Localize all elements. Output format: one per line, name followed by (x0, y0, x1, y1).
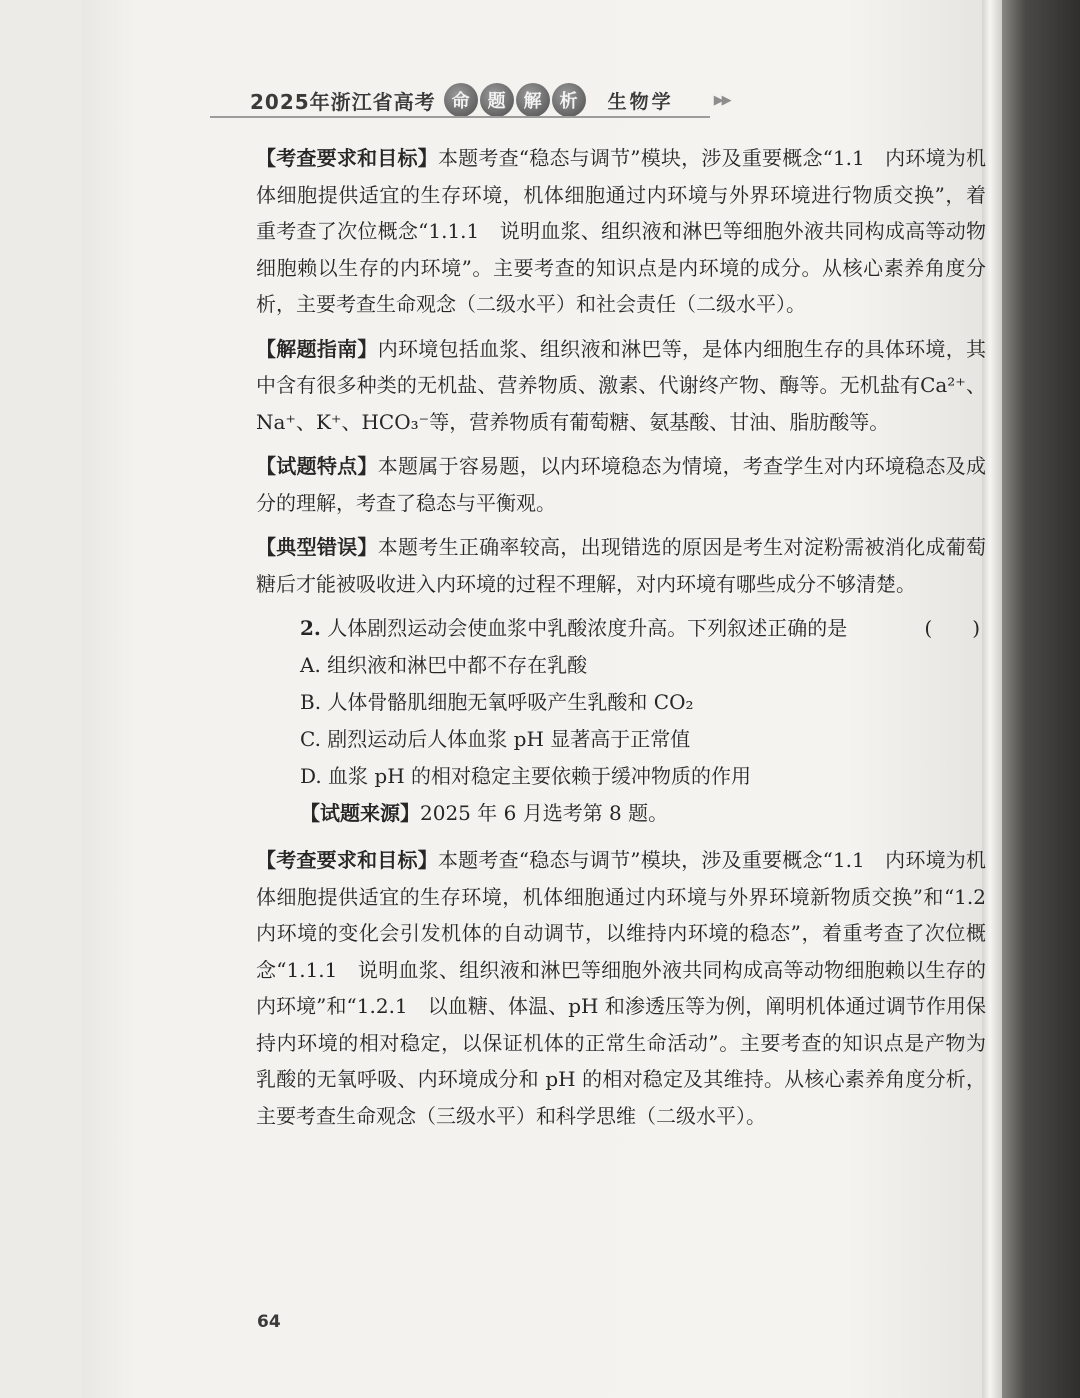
header-rule (210, 116, 710, 118)
header-badge: 命 (444, 83, 478, 117)
section-tag: 【试题特点】 (256, 454, 378, 478)
book-binding-shadow (1002, 0, 1080, 1398)
section-text: 本题考生正确率较高，出现错选的原因是考生对淀粉需被消化成葡萄糖后才能被吸收进入内环境的过程不理解，对内环境有哪些成分不够清楚。 (256, 535, 987, 596)
header-badge: 解 (516, 83, 550, 117)
section-text: 本题考查“稳态与调节”模块，涉及重要概念“1.1 内环境为机体细胞提供适宜的生存环境，机体细胞通过内环境与外界环境新物质交换”和“1.2 内环境的变化会引发机体的自动调节，以维持内环境的稳态”，着重考查了次位概念“1.1.1 说明血浆、组织液和淋巴等细胞外液共同构成高等动物细胞赖以生存的内环境”和“1.2.1 以血糖、体温、pH 和渗透压等为例，阐明机体通过调节作用保持内环境的相对稳定，以保证机体的正常生命活动”。主要考查的知识点是产物为乳酸的无氧呼吸、内环境成分和 pH 的相对稳定及其维持。从核心素养角度分析，主要考查生命观念（三级水平）和科学思维（二级水平）。 (256, 848, 1006, 1128)
header-subject: 生物学 (607, 90, 674, 113)
section-text: 本题属于容易题，以内环境稳态为情境，考查学生对内环境稳态及成分的理解，考查了稳态与平衡观。 (256, 454, 987, 515)
header-title: 2025年浙江省高考 (250, 89, 436, 114)
option-b: B. 人体骨骼肌细胞无氧呼吸产生乳酸和 CO₂ (300, 690, 694, 714)
page-content (256, 140, 1006, 1142)
option-d: D. 血浆 pH 的相对稳定主要依赖于缓冲物质的作用 (300, 764, 751, 788)
answer-bracket: ( ) (924, 616, 980, 640)
section-text: 本题考查“稳态与调节”模块，涉及重要概念“1.1 内环境为机体细胞提供适宜的生存环境，机体细胞通过内环境与外界环境进行物质交换”，着重考查了次位概念“1.1.1 说明血浆、组织液和淋巴等细胞外液共同构成高等动物细胞赖以生存的内环境”。主要考查的知识点是内环境的成分。从核心素养角度分析，主要考查生命观念（二级水平）和社会责任（二级水平）。 (256, 146, 987, 316)
section-tag: 【考查要求和目标】 (256, 146, 438, 170)
option-c: C. 剧烈运动后人体血浆 pH 显著高于正常值 (300, 727, 691, 751)
section-question-features (256, 448, 986, 521)
page-number: 64 (257, 1312, 281, 1332)
section-exam-requirements (256, 140, 986, 323)
section-typical-errors (256, 529, 986, 602)
header-badge: 析 (552, 83, 586, 117)
section-text: 2025 年 6 月选考第 8 题。 (420, 801, 669, 825)
question-text: 人体剧烈运动会使血浆中乳酸浓度升高。下列叙述正确的是 (327, 616, 848, 640)
running-header (250, 80, 730, 120)
section-question-source (256, 795, 986, 832)
section-tag: 【考查要求和目标】 (256, 848, 438, 872)
section-exam-requirements-2 (256, 842, 1006, 1134)
section-tag: 【解题指南】 (256, 336, 378, 361)
header-badge: 题 (480, 83, 514, 117)
header-badges (444, 83, 588, 117)
option-a: A. 组织液和淋巴中都不存在乳酸 (300, 653, 588, 677)
section-tag: 【试题来源】 (300, 801, 420, 825)
section-tag: 【典型错误】 (256, 535, 378, 559)
question-number: 2. (300, 616, 321, 640)
header-arrow-icon: ▶▶ (713, 92, 730, 108)
section-text: 内环境包括血浆、组织液和淋巴等，是体内细胞生存的具体环境，其中含有很多种类的无机盐、营养物质、激素、代谢终产物、酶等。无机盐有Ca²⁺、Na⁺、K⁺、HCO₃⁻等，营养物质有葡萄糖、氨基酸、甘油、脂肪酸等。 (256, 336, 987, 434)
section-solution-guide (256, 331, 986, 441)
question-stem (256, 610, 986, 647)
